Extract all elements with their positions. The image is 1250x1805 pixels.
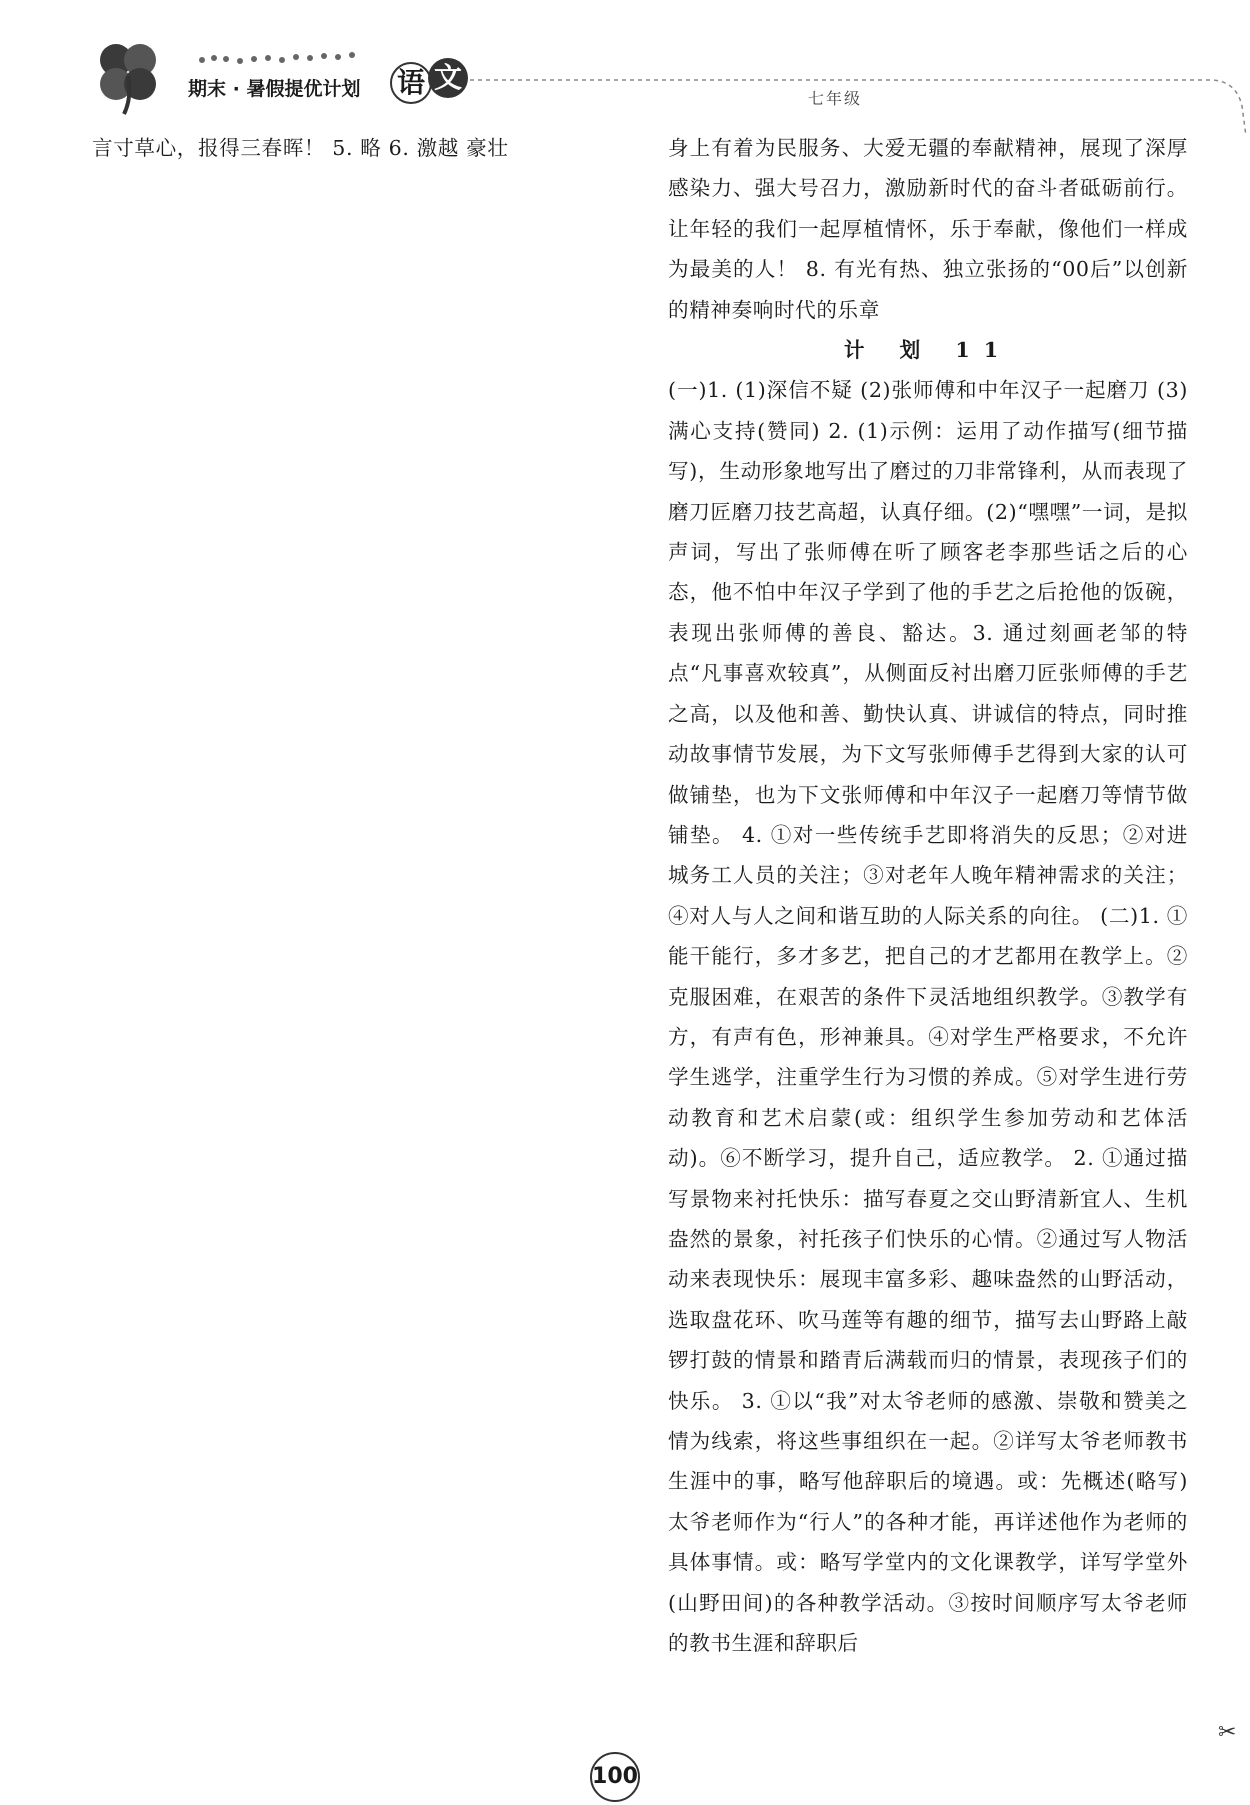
subject-badge <box>390 58 470 108</box>
page-header <box>0 0 1250 120</box>
beads-decoration-icon <box>196 50 396 66</box>
subject-char-2: 文 <box>428 58 468 98</box>
plan-title: 计 划 11 <box>843 338 1013 363</box>
grade-label: 七年级 <box>808 89 863 108</box>
scissors-icon: ✂ <box>1218 1720 1237 1745</box>
book-title: 期末 · 暑假提优计划 <box>188 78 361 100</box>
clover-icon <box>88 36 168 116</box>
page-number: 100 <box>590 1752 640 1802</box>
left-column <box>92 128 635 168</box>
subject-char-1: 语 <box>390 62 432 104</box>
right-column <box>668 128 1188 1663</box>
left-paragraph-1: 言寸草心，报得三春晖！ 5. 略 6. 激越 豪壮 <box>92 136 509 160</box>
right-intro-paragraph: 身上有着为民服务、大爱无疆的奉献精神，展现了深厚感染力、强大号召力，激励新时代的奋斗者砥砺前行。让年轻的我们一起厚植情怀，乐于奉献，像他们一样成为最美的人！ 8. 有光有热、独立张扬的“00后”以创新的精神奏响时代的乐章 <box>668 136 1188 322</box>
right-body-paragraph: (一)1. (1)深信不疑 (2)张师傅和中年汉子一起磨刀 (3)满心支持(赞同) 2. (1)示例：运用了动作描写(细节描写)，生动形象地写出了磨过的刀非常锋利，从而表现了磨刀匠磨刀技艺高超，认真仔细。(2)“嘿嘿”一词，是拟声词，写出了张师傅在听了顾客老李那些话之后的心态，他不怕中年汉子学到了他的手艺之后抢他的饭碗，表现出张师傅的善良、豁达。3. 通过刻画老邹的特点“凡事喜欢较真”，从侧面反衬出磨刀匠张师傅的手艺之高，以及他和善、勤快认真、讲诚信的特点，同时推动故事情节发展，为下文写张师傅手艺得到大家的认可做铺垫，也为下文张师傅和中年汉子一起磨刀等情节做铺垫。 4. ①对一些传统手艺即将消失的反思；②对进城务工人员的关注；③对老年人晚年精神需求的关注；④对人与人之间和谐互助的人际关系的向往。 (二)1. ①能干能行，多才多艺，把自己的才艺都用在教学上。②克服困难，在艰苦的条件下灵活地组织教学。③教学有方，有声有色，形神兼具。④对学生严格要求，不允许学生逃学，注重学生行为习惯的养成。⑤对学生进行劳动教育和艺术启蒙(或：组织学生参加劳动和艺体活动)。⑥不断学习，提升自己，适应教学。 2. ①通过描写景物来衬托快乐：描写春夏之交山野清新宜人、生机盎然的景象，衬托孩子们快乐的心情。②通过写人物活动来表现快乐：展现丰富多彩、趣味盎然的山野活动，选取盘花环、吹马莲等有趣的细节，描写去山野路上敲锣打鼓的情景和踏青后满载而归的情景，表现孩子们的快乐。 3. ①以“我”对太爷老师的感激、崇敬和赞美之情为线索，将这些事组织在一起。②详写太爷老师教书生涯中的事，略写他辞职后的境遇。或：先概述(略写)太爷老师作为“行人”的各种才能，再详述他作为老师的具体事情。或：略写学堂内的文化课教学，详写学堂外(山野田间)的各种教学活动。③按时间顺序写太爷老师的教书生涯和辞职后 <box>668 378 1188 1656</box>
